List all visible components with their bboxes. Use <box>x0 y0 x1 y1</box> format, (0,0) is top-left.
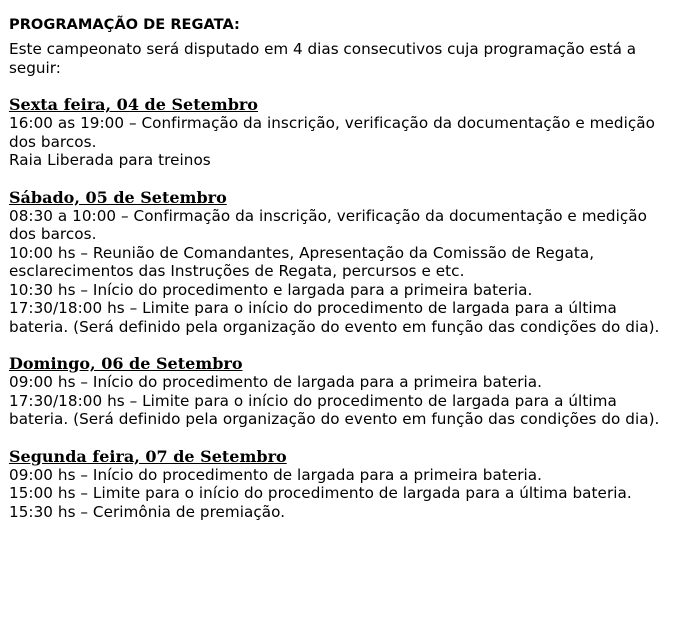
schedule-item: 09:00 hs – Início do procedimento de largada para a primeira bateria. <box>9 373 543 391</box>
day-section-saturday <box>9 189 673 337</box>
day-heading: Sexta feira, 04 de Setembro <box>9 95 258 114</box>
schedule-item: 10:30 hs – Início do procedimento e largada para a primeira bateria. <box>9 280 533 299</box>
schedule-item: 10:00 hs – Reunião de Comandantes, Apresentação da Comissão de Regata, esclarecimentos das Instruções de Regata, percursos e etc. <box>9 243 595 280</box>
schedule-item: 15:00 hs – Limite para o início do procedimento de largada para a última bateria. <box>9 484 632 502</box>
page-title: PROGRAMAÇÃO DE REGATA: <box>9 16 240 33</box>
day-section-monday <box>9 448 673 522</box>
schedule-item: Raia Liberada para treinos <box>9 151 211 169</box>
schedule-item: 17:30/18:00 hs – Limite para o início do procedimento de largada para a última bateria. (Será definido pela organização do evento em função das condições do dia). <box>9 299 660 336</box>
day-section-sunday <box>9 355 673 429</box>
schedule-item: 09:00 hs – Início do procedimento de largada para a primeira bateria. <box>9 465 543 484</box>
day-heading: Sábado, 05 de Setembro <box>9 187 227 207</box>
day-heading: Segunda feira, 07 de Setembro <box>9 446 287 466</box>
intro-paragraph: Este campeonato será disputado em 4 dias consecutivos cuja programação está a seguir: <box>9 40 637 77</box>
day-section-friday <box>9 96 673 170</box>
schedule-item: 16:00 as 19:00 – Confirmação da inscrição, verificação da documentação e medição dos barcos. <box>9 114 655 151</box>
schedule-item: 17:30/18:00 hs – Limite para o início do procedimento de largada para a última bateria. (Será definido pela organização do evento em função das condições do dia). <box>9 391 660 428</box>
document-body <box>9 0 673 521</box>
schedule-item: 08:30 a 10:00 – Confirmação da inscrição, verificação da documentação e medição dos barcos. <box>9 206 647 243</box>
day-heading: Domingo, 06 de Setembro <box>9 354 243 373</box>
schedule-item: 15:30 hs – Cerimônia de premiação. <box>9 502 286 521</box>
